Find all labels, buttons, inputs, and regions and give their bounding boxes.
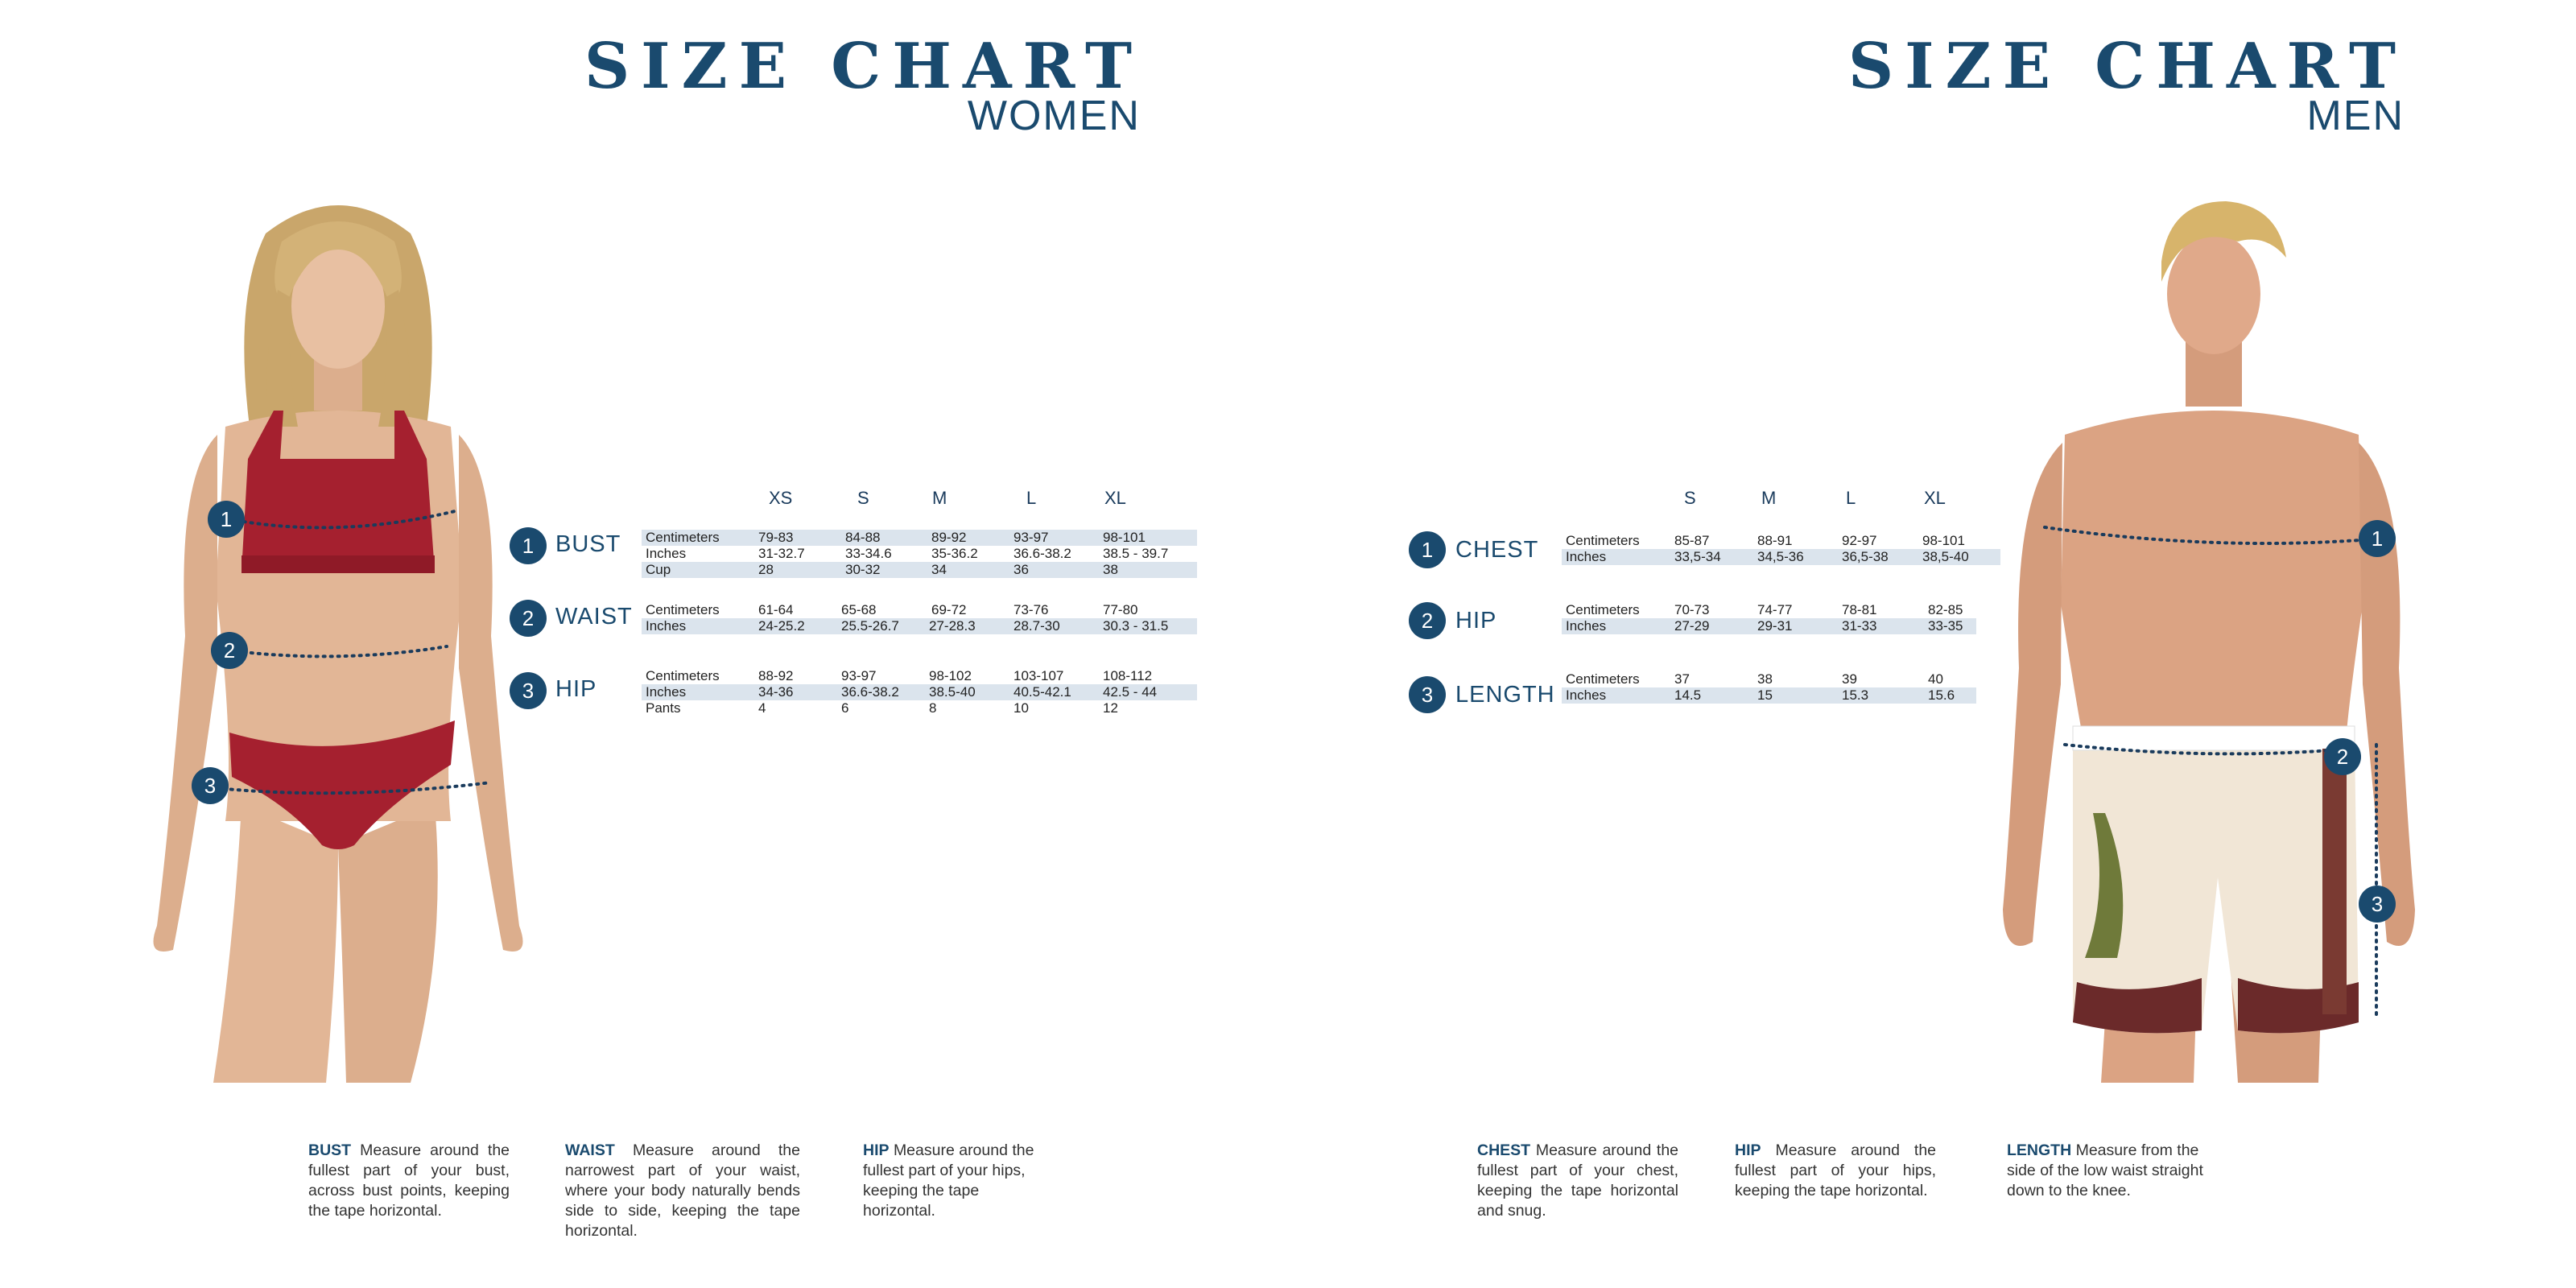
- desc-term: LENGTH: [2007, 1141, 2072, 1159]
- women-bust-label: BUST: [555, 531, 621, 557]
- cell: 38.5 - 39.7: [1103, 546, 1169, 561]
- men-chest-badge: 1: [1409, 531, 1446, 568]
- cell: 42.5 - 44: [1103, 684, 1158, 700]
- cell: 38.5-40: [929, 684, 976, 700]
- men-hip-row-cm: [1562, 602, 1976, 618]
- cell: 38: [1103, 562, 1118, 577]
- cell: 33,5-34: [1674, 549, 1721, 564]
- cell: 24-25.2: [758, 618, 805, 634]
- men-chest-row-in: [1562, 549, 2000, 565]
- cell: 15.6: [1928, 687, 1955, 703]
- desc-text: Measure around the fullest part of your bust, across bust points, keeping the tape horizontal.: [308, 1141, 510, 1220]
- cell: 28: [758, 562, 774, 577]
- men-hip-label: HIP: [1455, 608, 1497, 634]
- cell: 78-81: [1842, 602, 1877, 617]
- women-hip-row-in: [642, 684, 1197, 700]
- cell: 10: [1013, 700, 1029, 716]
- women-subtitle: WOMEN: [967, 93, 1141, 139]
- row-label: Centimeters: [1566, 671, 1640, 687]
- men-size-l: L: [1846, 488, 1856, 508]
- cell: 85-87: [1674, 533, 1710, 548]
- cell: 88-91: [1757, 533, 1793, 548]
- cell: 35-36.2: [931, 546, 978, 561]
- desc-text: Measure from the side of the low waist straight down to the knee.: [2007, 1141, 2203, 1199]
- women-desc-waist: [565, 1141, 800, 1241]
- women-title: SIZE CHART: [584, 30, 1143, 103]
- cell: 40.5-42.1: [1013, 684, 1071, 700]
- women-desc-bust: [308, 1141, 510, 1221]
- women-desc-hip: [863, 1141, 1036, 1221]
- man-marker-3: 3: [2359, 886, 2396, 923]
- cell: 88-92: [758, 668, 794, 683]
- women-size-xl: XL: [1104, 488, 1126, 508]
- row-label: Inches: [1566, 687, 1607, 703]
- cell: 36,5-38: [1842, 549, 1889, 564]
- men-hip-badge: 2: [1409, 602, 1446, 639]
- cell: 70-73: [1674, 602, 1710, 617]
- desc-text: Measure around the fullest part of your chest, keeping the tape horizontal and snug.: [1477, 1141, 1679, 1220]
- row-label: Centimeters: [646, 668, 720, 683]
- row-label: Inches: [646, 618, 687, 634]
- cell: 40: [1928, 671, 1943, 687]
- cell: 103-107: [1013, 668, 1064, 683]
- cell: 27-28.3: [929, 618, 976, 634]
- cell: 77-80: [1103, 602, 1138, 617]
- men-desc-chest: [1477, 1141, 1678, 1221]
- row-label: Inches: [646, 546, 687, 561]
- women-bust-row-cup: [642, 562, 1197, 578]
- row-label: Centimeters: [1566, 602, 1640, 617]
- row-label: Pants: [646, 700, 681, 716]
- women-size-s: S: [857, 488, 869, 508]
- cell: 74-77: [1757, 602, 1793, 617]
- desc-term: CHEST: [1477, 1141, 1531, 1159]
- cell: 84-88: [845, 530, 881, 545]
- woman-measure-lines: [0, 0, 564, 886]
- cell: 37: [1674, 671, 1690, 687]
- cell: 34: [931, 562, 947, 577]
- cell: 93-97: [841, 668, 877, 683]
- desc-text: Measure around the fullest part of your hips, keeping the tape horizontal.: [1735, 1141, 1937, 1199]
- women-hip-label: HIP: [555, 676, 597, 702]
- cell: 12: [1103, 700, 1118, 716]
- women-hip-row-cm: [642, 668, 1197, 684]
- cell: 34,5-36: [1757, 549, 1804, 564]
- women-bust-row-cm: [642, 530, 1197, 546]
- row-label: Inches: [646, 684, 687, 700]
- men-size-s: S: [1684, 488, 1696, 508]
- women-bust-badge: 1: [510, 527, 547, 564]
- women-size-xs: XS: [769, 488, 793, 508]
- men-hip-row-in: [1562, 618, 1976, 634]
- cell: 89-92: [931, 530, 967, 545]
- cell: 38: [1757, 671, 1773, 687]
- desc-term: HIP: [863, 1141, 890, 1159]
- row-label: Centimeters: [646, 602, 720, 617]
- men-length-row-in: [1562, 687, 1976, 704]
- cell: 73-76: [1013, 602, 1049, 617]
- woman-marker-3: 3: [192, 767, 229, 804]
- desc-term: BUST: [308, 1141, 352, 1159]
- men-length-badge: 3: [1409, 676, 1446, 713]
- cell: 38,5-40: [1922, 549, 1969, 564]
- cell: 33-34.6: [845, 546, 892, 561]
- cell: 30-32: [845, 562, 881, 577]
- men-chest-row-cm: [1562, 533, 2000, 549]
- cell: 82-85: [1928, 602, 1963, 617]
- row-label: Centimeters: [646, 530, 720, 545]
- cell: 33-35: [1928, 618, 1963, 634]
- desc-term: HIP: [1735, 1141, 1761, 1159]
- cell: 30.3 - 31.5: [1103, 618, 1169, 634]
- desc-text: Measure around the fullest part of your hips, keeping the tape horizontal.: [863, 1141, 1034, 1220]
- cell: 34-36: [758, 684, 794, 700]
- man-marker-1: 1: [2359, 520, 2396, 557]
- cell: 39: [1842, 671, 1857, 687]
- women-hip-badge: 3: [510, 672, 547, 709]
- women-hip-row-pants: [642, 700, 1197, 716]
- cell: 92-97: [1842, 533, 1877, 548]
- women-size-m: M: [932, 488, 947, 508]
- cell: 36.6-38.2: [841, 684, 899, 700]
- cell: 6: [841, 700, 849, 716]
- cell: 15.3: [1842, 687, 1869, 703]
- row-label: Cup: [646, 562, 671, 577]
- desc-text: Measure around the narrowest part of your waist, where your body naturally bends side to side, keeping the tape horizontal.: [565, 1141, 800, 1240]
- cell: 29-31: [1757, 618, 1793, 634]
- cell: 98-101: [1103, 530, 1146, 545]
- woman-marker-2: 2: [211, 632, 248, 669]
- women-size-l: L: [1026, 488, 1037, 508]
- cell: 25.5-26.7: [841, 618, 899, 634]
- cell: 15: [1757, 687, 1773, 703]
- women-waist-label: WAIST: [555, 604, 633, 630]
- men-subtitle: MEN: [2306, 93, 2405, 139]
- cell: 98-101: [1922, 533, 1965, 548]
- row-label: Inches: [1566, 549, 1607, 564]
- man-marker-2: 2: [2324, 738, 2361, 775]
- cell: 4: [758, 700, 766, 716]
- cell: 36.6-38.2: [1013, 546, 1071, 561]
- cell: 31-33: [1842, 618, 1877, 634]
- woman-marker-1: 1: [208, 501, 245, 538]
- cell: 93-97: [1013, 530, 1049, 545]
- cell: 36: [1013, 562, 1029, 577]
- women-bust-row-in: [642, 546, 1197, 562]
- men-desc-hip: [1735, 1141, 1936, 1201]
- men-length-label: LENGTH: [1455, 682, 1555, 708]
- women-waist-badge: 2: [510, 600, 547, 637]
- cell: 8: [929, 700, 937, 716]
- row-label: Centimeters: [1566, 533, 1640, 548]
- men-length-row-cm: [1562, 671, 1976, 687]
- cell: 69-72: [931, 602, 967, 617]
- row-label: Inches: [1566, 618, 1607, 634]
- cell: 98-102: [929, 668, 972, 683]
- cell: 61-64: [758, 602, 794, 617]
- cell: 28.7-30: [1013, 618, 1060, 634]
- men-size-xl: XL: [1924, 488, 1946, 508]
- women-waist-row-in: [642, 618, 1197, 634]
- cell: 14.5: [1674, 687, 1702, 703]
- cell: 65-68: [841, 602, 877, 617]
- men-desc-length: [2007, 1141, 2216, 1201]
- men-chest-label: CHEST: [1455, 537, 1539, 563]
- cell: 108-112: [1103, 668, 1153, 683]
- desc-term: WAIST: [565, 1141, 615, 1159]
- women-waist-row-cm: [642, 602, 1197, 618]
- cell: 31-32.7: [758, 546, 805, 561]
- cell: 79-83: [758, 530, 794, 545]
- cell: 27-29: [1674, 618, 1710, 634]
- men-title: SIZE CHART: [1847, 30, 2407, 103]
- men-size-m: M: [1761, 488, 1777, 508]
